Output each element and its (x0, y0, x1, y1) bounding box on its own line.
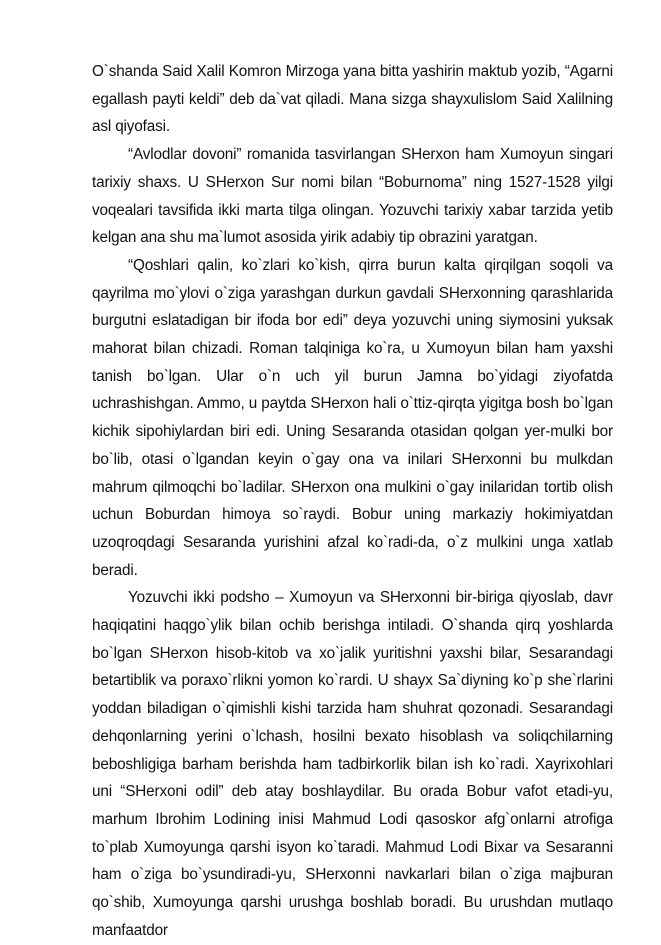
paragraph-4: Yozuvchi ikki podsho – Xumoyun va SHerxonni bir-biriga qiyoslab, davr haqiqatini haqgo`ylik bilan ochib berishga intiladi. O`shanda qirq yoshlarda bo`lgan SHerxon hisob-kitob va xo`jalik yuritishni yaxshi bilar, Sesarandagi betartiblik va poraxo`rlikni yomon ko`rardi. U shayx Sa`diyning ko`p she`rlarini yoddan biladigan o`qimishli kishi tarzida ham shuhrat qozonadi. Sesarandagi dehqonlarning yerini o`lchash, hosilni bexato hisoblash va soliqchilarning beboshligiga barham berishda ham tadbirkorlik bilan ish ko`radi. Xayrixohlari uni “SHerxoni odil” deb atay boshlaydilar. Bu orada Bobur vafot etadi-yu, marhum Ibrohim Lodining inisi Mahmud Lodi qasoskor afg`onlarni atrofiga to`plab Xumoyunga qarshi isyon ko`taradi. Mahmud Lodi Bixar va Sesaranni ham o`ziga bo`ysundiradi-yu, SHerxonni navkarlari bilan o`ziga majburan qo`shib, Xumoyunga qarshi urushga boshlab boradi. Bu urushdan mutlaqo manfaatdor (92, 589, 613, 939)
document-page (92, 58, 613, 945)
paragraph-2: “Avlodlar dovoni” romanida tasvirlangan SHerxon ham Xumoyun singari tarixiy shaxs. U SHerxon Sur nomi bilan “Boburnoma” ning 1527-1528 yilgi voqealari tavsifida ikki marta tilga olingan. Yozuvchi tarixiy xabar tarzida yetib kelgan ana shu ma`lumot asosida yirik adabiy tip obrazini yaratgan. (92, 146, 613, 247)
paragraph-1: O`shanda Said Xalil Komron Mirzoga yana bitta yashirin maktub yozib, “Agarni egallash payti keldi” deb da`vat qiladi. Mana sizga shayxulislom Said Xalilning asl qiyofasi. (92, 63, 613, 136)
paragraph-3: “Qoshlari qalin, ko`zlari ko`kish, qirra burun kalta qirqilgan soqoli va qayrilma mo`ylovi o`ziga yarashgan durkun gavdali SHerxonning qarashlarida burgutni eslatadigan bir ifoda bor edi” deya yozuvchi uning siymosini yuksak mahorat bilan chizadi. Roman talqiniga ko`ra, u Xumoyun bilan ham yaxshi tanish bo`lgan. Ular o`n uch yil burun Jamna bo`yidagi ziyofatda uchrashishgan. Ammo, u paytda SHerxon hali o`ttiz-qirqta yigitga bosh bo`lgan kichik sipohiylardan biri edi. Uning Sesaranda otasidan qolgan yer-mulki bor bo`lib, otasi o`lgandan keyin o`gay ona va inilari SHerxonni bu mulkdan mahrum qilmoqchi bo`ladilar. SHerxon ona mulkini o`gay inilaridan tortib olish uchun Boburdan himoya so`raydi. Bobur uning markaziy hokimiyatdan uzoqroqdagi Sesaranda yurishini afzal ko`radi-da, o`z mulkini unga xatlab beradi. (92, 256, 613, 579)
